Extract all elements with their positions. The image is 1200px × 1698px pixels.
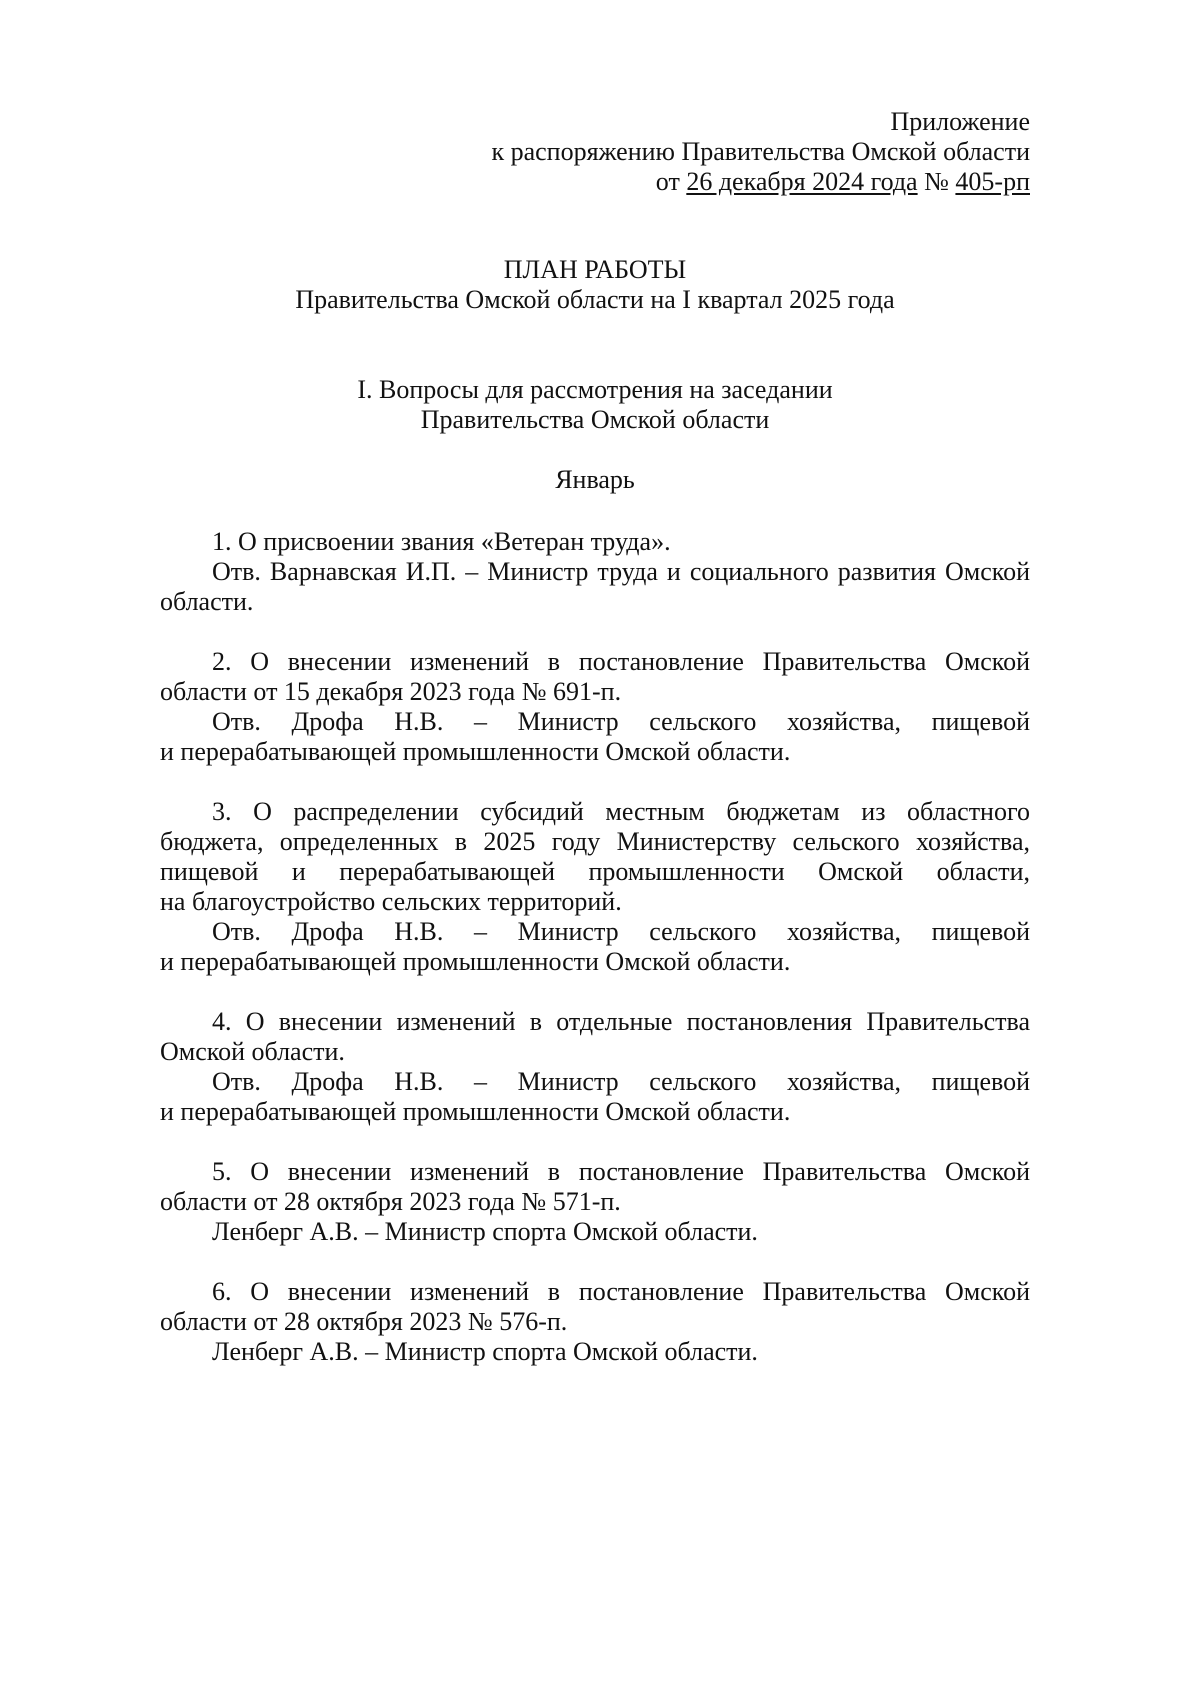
item-line: Отв. Дрофа Н.В. – Министр сельского хозяйства, пищевой	[212, 1067, 1030, 1096]
item-line: области.	[160, 587, 254, 616]
item-line: Омской области.	[160, 1037, 345, 1066]
item-line: 3. О распределении субсидий местным бюджетам из областного	[212, 797, 1030, 826]
section-heading-line1: I. Вопросы для рассмотрения на заседании	[357, 375, 833, 404]
item-line: области от 28 октября 2023 № 576-п.	[160, 1307, 568, 1336]
agenda-item-1	[160, 527, 1030, 617]
appendix-header	[160, 107, 1030, 197]
item-line: на благоустройство сельских территорий.	[160, 887, 622, 916]
item-line: области от 15 декабря 2023 года № 691-п.	[160, 677, 622, 706]
document-title	[160, 255, 1030, 315]
agenda-item-5	[160, 1157, 1030, 1247]
item-line: области от 28 октября 2023 года № 571-п.	[160, 1187, 621, 1216]
month-heading	[160, 465, 1030, 495]
number-prefix: №	[917, 167, 956, 196]
agenda-item-2	[160, 647, 1030, 767]
item-line: 5. О внесении изменений в постановление Правительства Омской	[212, 1157, 1030, 1186]
item-line: 4. О внесении изменений в отдельные постановления Правительства	[212, 1007, 1030, 1036]
item-line: Ленберг А.В. – Министр спорта Омской области.	[212, 1217, 758, 1246]
order-number: 405-рп	[955, 167, 1030, 196]
section-heading-line2: Правительства Омской области	[420, 405, 770, 434]
appendix-label: Приложение	[890, 107, 1030, 136]
appendix-date-line	[160, 167, 1030, 197]
item-line: бюджета, определенных в 2025 году Министерству сельского хозяйства,	[160, 827, 1030, 856]
date-prefix: от	[655, 167, 687, 196]
item-line: Отв. Дрофа Н.В. – Министр сельского хозяйства, пищевой	[212, 707, 1030, 736]
order-date: 26 декабря 2024 года	[686, 167, 918, 196]
item-line: и перерабатывающей промышленности Омской области.	[160, 947, 791, 976]
item-line: и перерабатывающей промышленности Омской области.	[160, 1097, 791, 1126]
item-line: 1. О присвоении звания «Ветеран труда».	[212, 527, 671, 556]
month-label: Январь	[555, 465, 635, 494]
item-line: пищевой и перерабатывающей промышленности Омской области,	[160, 857, 1030, 886]
title-main: ПЛАН РАБОТЫ	[503, 255, 687, 284]
agenda-item-4	[160, 1007, 1030, 1127]
item-line: Ленберг А.В. – Министр спорта Омской области.	[212, 1337, 758, 1366]
title-sub: Правительства Омской области на I квартал 2025 года	[295, 285, 895, 314]
item-line: 6. О внесении изменений в постановление Правительства Омской	[212, 1277, 1030, 1306]
item-line: и перерабатывающей промышленности Омской области.	[160, 737, 791, 766]
item-line: Отв. Дрофа Н.В. – Министр сельского хозяйства, пищевой	[212, 917, 1030, 946]
agenda-item-6	[160, 1277, 1030, 1367]
item-line: 2. О внесении изменений в постановление Правительства Омской	[212, 647, 1030, 676]
appendix-reference: к распоряжению Правительства Омской области	[491, 137, 1030, 166]
item-line: Отв. Варнавская И.П. – Министр труда и социального развития Омской	[212, 557, 1030, 586]
agenda-item-3	[160, 797, 1030, 977]
section-heading	[160, 375, 1030, 435]
